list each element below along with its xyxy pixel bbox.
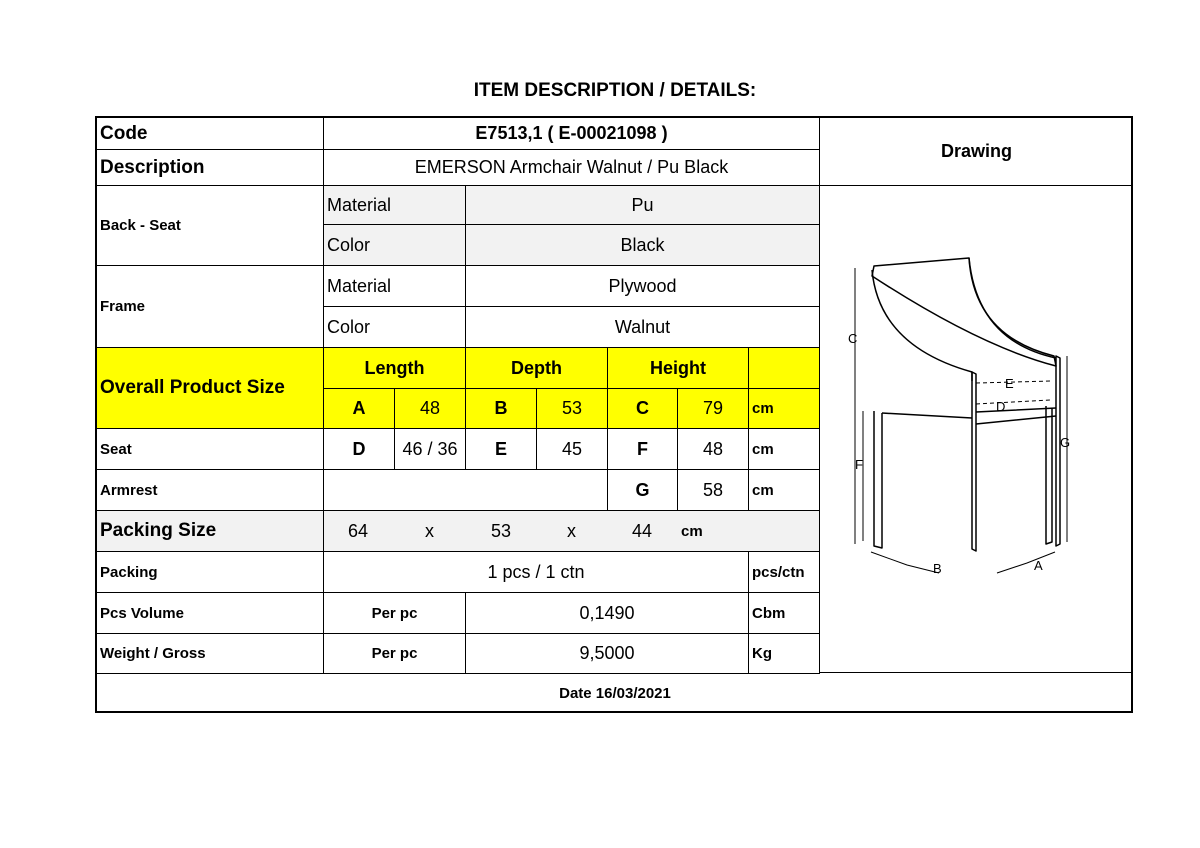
chair-leg-front-left — [874, 411, 882, 548]
chair-leg-right — [1046, 406, 1052, 544]
dim-label-d: D — [996, 399, 1006, 414]
armrest-unit: cm — [749, 470, 820, 511]
packing-x2: x — [567, 520, 576, 541]
b-value: 53 — [537, 389, 608, 429]
back-seat-color-value: Black — [466, 225, 820, 266]
drawing-header: Drawing — [820, 118, 1133, 186]
length-header: Length — [324, 348, 466, 389]
frame-label: Frame — [97, 266, 324, 348]
overall-size-label: Overall Product Size — [97, 348, 324, 429]
packing-unit: pcs/ctn — [749, 552, 820, 593]
chair-leg-back-left — [882, 413, 972, 418]
chair-arm-panel-right — [1056, 356, 1060, 546]
f-value: 48 — [678, 429, 749, 470]
back-seat-label: Back - Seat — [97, 186, 324, 266]
packing-label: Packing — [97, 552, 324, 593]
dim-label-f: F — [855, 457, 863, 472]
f-label: F — [608, 429, 678, 470]
c-label: C — [608, 389, 678, 429]
dim-label-b: B — [933, 561, 942, 576]
d-label: D — [324, 429, 395, 470]
volume-per: Per pc — [324, 593, 466, 634]
chair-arm-panel — [972, 372, 976, 551]
weight-per: Per pc — [324, 634, 466, 674]
overall-unit: cm — [749, 389, 820, 429]
packing-width: 53 — [491, 520, 512, 541]
dim-d-line — [976, 400, 1051, 404]
packing-size-label: Packing Size — [97, 511, 324, 552]
date-footer: Date 16/03/2021 — [559, 685, 671, 702]
depth-header: Depth — [466, 348, 608, 389]
frame-color-value: Walnut — [466, 307, 820, 348]
page-title: ITEM DESCRIPTION / DETAILS: — [473, 80, 757, 101]
packing-height: 44 — [632, 520, 653, 541]
weight-value: 9,5000 — [466, 634, 749, 674]
e-value: 45 — [537, 429, 608, 470]
b-label: B — [466, 389, 537, 429]
back-seat-color-label: Color — [324, 225, 466, 266]
g-label: G — [608, 470, 678, 511]
weight-unit: Kg — [749, 634, 820, 674]
volume-value: 0,1490 — [466, 593, 749, 634]
g-value: 58 — [678, 470, 749, 511]
dim-label-a: A — [1034, 558, 1043, 573]
packing-x1: x — [425, 520, 434, 541]
e-label: E — [466, 429, 537, 470]
a-label: A — [324, 389, 395, 429]
dim-label-e: E — [1005, 376, 1014, 391]
chair-seat — [976, 408, 1056, 424]
chair-drawing — [819, 186, 1133, 673]
frame-material-label: Material — [324, 266, 466, 307]
packing-size-values — [324, 511, 820, 552]
packing-size-unit: cm — [681, 522, 703, 540]
armrest-blank — [324, 470, 608, 511]
back-seat-material-label: Material — [324, 186, 466, 225]
chair-back-right-edge — [969, 258, 1056, 358]
overall-header-blank — [749, 348, 820, 389]
packing-length: 64 — [348, 520, 369, 541]
item-details-sheet — [95, 116, 1133, 713]
description-value: EMERSON Armchair Walnut / Pu Black — [324, 150, 820, 186]
seat-label: Seat — [97, 429, 324, 470]
dim-label-c: C — [848, 331, 858, 346]
height-header: Height — [608, 348, 749, 389]
dim-b-line — [871, 552, 939, 573]
code-value: E7513,1 ( E-00021098 ) — [324, 118, 820, 150]
back-seat-material-value: Pu — [466, 186, 820, 225]
frame-color-label: Color — [324, 307, 466, 348]
packing-value: 1 pcs / 1 ctn — [324, 552, 749, 593]
description-label: Description — [97, 150, 324, 186]
frame-material-value: Plywood — [466, 266, 820, 307]
volume-unit: Cbm — [749, 593, 820, 634]
seat-unit: cm — [749, 429, 820, 470]
weight-label: Weight / Gross — [97, 634, 324, 674]
code-label: Code — [97, 118, 324, 150]
armrest-label: Armrest — [97, 470, 324, 511]
dim-label-g: G — [1060, 435, 1071, 450]
d-value: 46 / 36 — [395, 429, 466, 470]
dim-a-line — [997, 552, 1055, 573]
c-value: 79 — [678, 389, 749, 429]
volume-label: Pcs Volume — [97, 593, 324, 634]
a-value: 48 — [395, 389, 466, 429]
